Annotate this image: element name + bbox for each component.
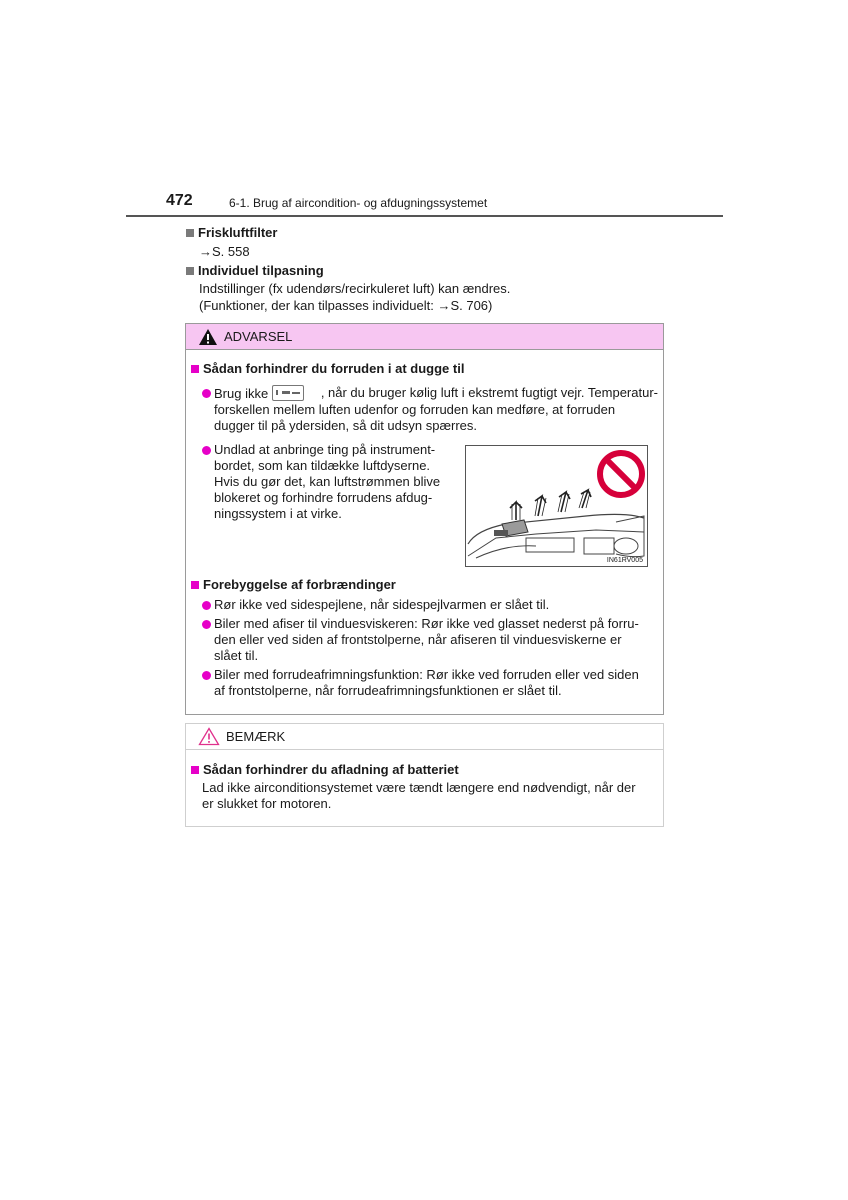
customization-section	[186, 263, 666, 314]
bullet-dot-icon	[202, 671, 211, 680]
fresh-air-heading-text: Friskluftfilter	[198, 225, 278, 240]
burn-bullet-3-line2: af frontstolperne, når forrudeafrimningsfunktionen er slået til.	[214, 683, 562, 698]
fog-bullet-2-line1: Undlad at anbringe ting på instrument-	[214, 442, 436, 457]
battery-line2: er slukket for motoren.	[202, 796, 332, 811]
page-number: 472	[166, 192, 193, 209]
bullet-dot-icon	[202, 601, 211, 610]
note-header	[186, 724, 663, 750]
caution-triangle-icon	[198, 727, 220, 746]
burn-bullet-3-line1: Biler med forrudeafrimningsfunktion: Rør ikke ved forruden eller ved siden	[214, 667, 639, 682]
fog-bullet-1-pre: Brug ikke	[214, 386, 269, 401]
square-bullet-icon	[186, 229, 194, 237]
bullet-dot-icon	[202, 620, 211, 629]
fresh-air-heading	[186, 225, 666, 240]
fog-prevention-heading	[191, 361, 464, 376]
burn-prevention-heading	[191, 577, 396, 592]
square-bullet-icon	[191, 365, 199, 373]
square-bullet-icon	[191, 581, 199, 589]
burn-bullet-1-text: Rør ikke ved sidespejlene, når sidespejlvarmen er slået til.	[214, 597, 550, 612]
customization-heading	[186, 263, 666, 278]
page-header	[126, 190, 723, 218]
warning-triangle-icon	[198, 328, 218, 346]
customization-line1: Indstillinger (fx udendørs/recirkuleret luft) kan ændres.	[199, 281, 511, 296]
bullet-dot-icon	[202, 389, 211, 398]
header-divider	[126, 215, 723, 217]
illustration-code: IN61RV005	[606, 557, 643, 564]
chapter-title: 6-1. Brug af aircondition- og afdugningssystemet	[229, 196, 488, 210]
note-box	[185, 723, 664, 827]
fog-bullet-2-line2: bordet, som kan tildække luftdyserne.	[214, 458, 431, 473]
burn-prevention-heading-text: Forebyggelse af forbrændinger	[203, 577, 396, 592]
warning-header	[186, 324, 663, 350]
burn-bullet-1	[202, 597, 658, 613]
burn-bullet-3	[202, 667, 658, 699]
fog-bullet-2-line3: Hvis du gør det, kan luftstrømmen blive	[214, 474, 441, 489]
battery-heading	[191, 762, 459, 777]
fog-prevention-heading-text: Sådan forhindrer du forruden i at dugge til	[203, 361, 465, 376]
customization-line2: (Funktioner, der kan tilpasses individuelt: →S. 706)	[199, 298, 493, 313]
fresh-air-ref[interactable]: →S. 558	[199, 244, 250, 259]
square-bullet-icon	[191, 766, 199, 774]
battery-heading-text: Sådan forhindrer du afladning af batteriet	[203, 762, 459, 777]
customization-heading-text: Individuel tilpasning	[198, 263, 324, 278]
fog-bullet-1-post: , når du bruger kølig luft i ekstremt fugtigt vejr. Temperatur-	[320, 385, 658, 400]
bullet-dot-icon	[202, 446, 211, 455]
fog-bullet-2-line4: blokeret og forhindre forrudens afdug-	[214, 490, 433, 505]
fog-bullet-1-line3: dugger til på ydersiden, så dit udsyn spærres.	[214, 418, 478, 433]
fog-bullet-1-line2: forskellen mellem luften udenfor og forruden kan medføre, at forruden	[214, 402, 616, 417]
prohibition-icon	[600, 453, 642, 495]
note-title: BEMÆRK	[226, 729, 286, 744]
dashboard-illustration	[465, 445, 648, 567]
burn-bullet-2-line2: den eller ved siden af frontstolperne, når afiseren til vinduesviskerne er	[214, 632, 622, 647]
fresh-air-section	[186, 225, 666, 260]
dashboard-vents-blocked-image	[466, 446, 647, 566]
battery-line1: Lad ikke airconditionsystemet være tændt længere end nødvendigt, når der	[202, 780, 636, 795]
recirculate-button-icon	[272, 385, 304, 401]
fog-bullet-2	[202, 442, 466, 522]
square-bullet-icon	[186, 267, 194, 275]
burn-bullet-2	[202, 616, 658, 664]
fog-bullet-1	[202, 385, 658, 434]
fog-bullet-2-line5: ningssystem i at virke.	[214, 506, 342, 521]
burn-bullet-2-line3: slået til.	[214, 648, 259, 663]
battery-body	[202, 780, 636, 812]
burn-bullet-2-line1: Biler med afiser til vinduesviskeren: Rør ikke ved glasset nederst på forru-	[214, 616, 639, 631]
warning-title: ADVARSEL	[224, 329, 293, 344]
warning-box	[185, 323, 664, 715]
